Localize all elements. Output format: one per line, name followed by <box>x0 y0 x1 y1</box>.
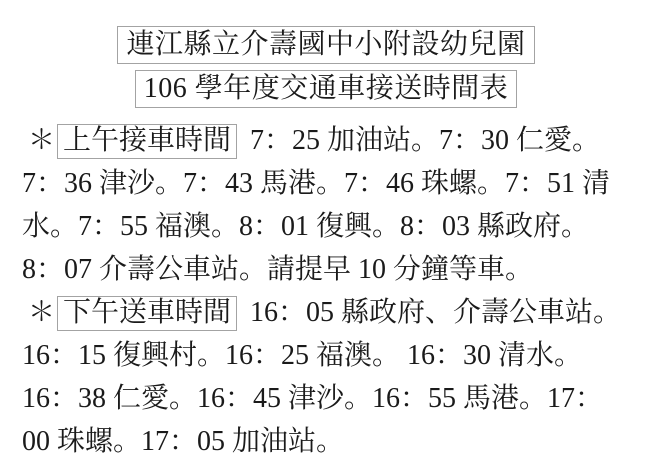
afternoon-dropoff-label: 下午送車時間 <box>57 296 237 331</box>
morning-pickup-label: 上午接車時間 <box>57 124 237 159</box>
morning-pickup-schedule: 7：25 加油站。7：30 仁愛。7：36 津沙。7：43 馬港。7：46 珠螺。7：51 清水。7：55 福澳。8：01 復興。8：03 縣政府。8：07 介壽公車站。請提早 10 分鐘等車。 <box>22 125 611 285</box>
section-morning-pickup <box>22 119 630 291</box>
page-title: 連江縣立介壽國中小附設幼兒園 <box>117 26 534 64</box>
section-afternoon-dropoff <box>22 291 630 463</box>
page-subtitle: 106 學年度交通車接送時間表 <box>135 70 518 108</box>
title-block <box>22 26 630 108</box>
section-marker: ＊ <box>28 125 55 155</box>
afternoon-dropoff-schedule: 16：05 縣政府、介壽公車站。16：15 復興村。16：25 福澳。 16：30 清水。16：38 仁愛。16：45 津沙。16：55 馬港。17：00 珠螺。17：05 加油站。 <box>22 297 622 457</box>
section-marker: ＊ <box>28 297 55 327</box>
